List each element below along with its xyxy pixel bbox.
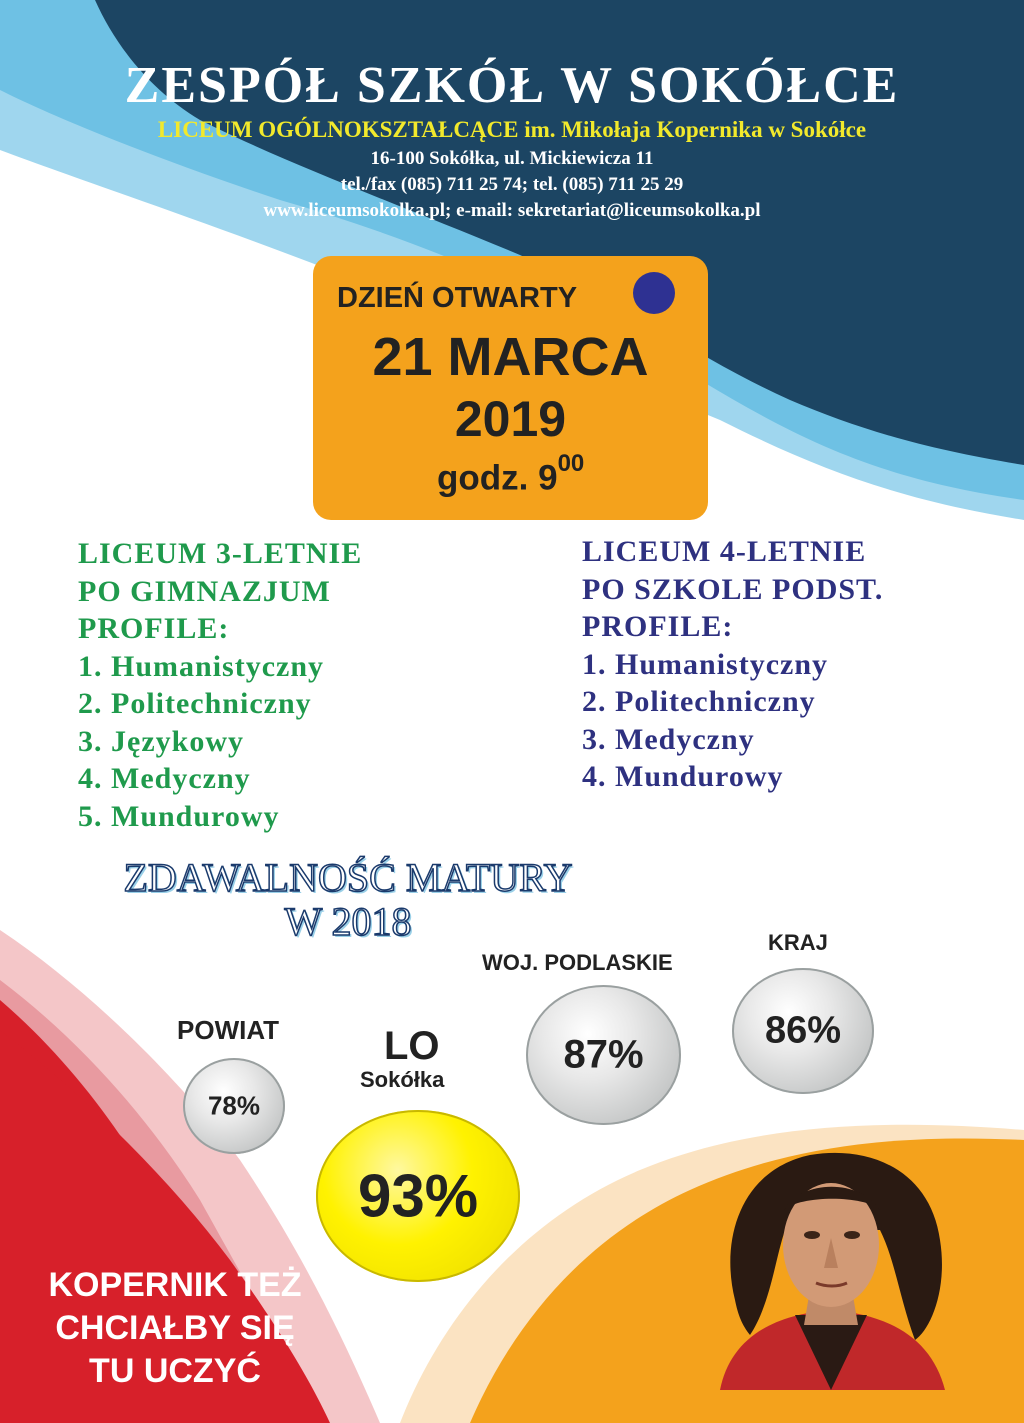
program-4yr-heading: PO SZKOLE PODST. (582, 572, 884, 606)
school-address: 16-100 Sokółka, ul. Mickiewicza 11 (370, 148, 654, 169)
open-day-time-minutes: 00 (557, 450, 585, 477)
matura-title (78, 856, 618, 944)
lo-value: 93% (357, 1162, 479, 1230)
open-day-time-hour: godz. 9 (437, 458, 558, 498)
slogan-line: CHCIAŁBY SIĘ (55, 1309, 295, 1347)
program-4yr-profile: 4. Mundurowy (582, 760, 784, 793)
open-day-label: DZIEŃ OTWARTY (337, 282, 578, 314)
slogan-line: TU UCZYĆ (89, 1352, 261, 1390)
program-3yr-profile: 4. Medyczny (78, 762, 251, 795)
open-day-time (437, 450, 585, 499)
open-day-year: 2019 (454, 391, 567, 447)
program-4yr-heading: LICEUM 4-LETNIE (582, 535, 867, 568)
powiat-value: 78% (207, 1090, 261, 1121)
kraj-value: 86% (764, 1009, 842, 1052)
program-3yr-profile: 5. Mundurowy (78, 799, 280, 833)
school-name: ZESPÓŁ SZKÓŁ W SOKÓŁCE (124, 57, 900, 114)
school-web: www.liceumsokolka.pl; e-mail: sekretariat@liceumsokolka.pl (263, 200, 761, 221)
woj-bubble (526, 985, 681, 1125)
program-4yr-profile: 2. Politechniczny (582, 685, 816, 718)
program-3yr-heading: PO GIMNAZJUM (78, 574, 331, 608)
program-3yr (78, 535, 362, 835)
woj-label: WOJ. PODLASKIE (482, 950, 673, 975)
slogan-line: KOPERNIK TEŻ (48, 1266, 302, 1304)
powiat-bubble (183, 1058, 285, 1154)
slogan (20, 1264, 330, 1393)
open-day-box (313, 256, 708, 520)
program-4yr-heading: PROFILE: (582, 610, 734, 643)
matura-title-line1: ZDAWALNOŚĆ MATURY (123, 855, 573, 900)
copernicus-portrait-image (700, 1140, 962, 1390)
program-4yr-profile: 3. Medyczny (582, 722, 755, 756)
kraj-label: KRAJ (768, 930, 828, 955)
program-3yr-heading: PROFILE: (78, 612, 230, 645)
school-phone: tel./fax (085) 711 25 74; tel. (085) 711 25 29 (340, 174, 684, 195)
woj-value: 87% (563, 1032, 644, 1077)
program-3yr-profile: 1. Humanistyczny (78, 649, 325, 683)
kraj-bubble (732, 968, 874, 1094)
program-3yr-heading: LICEUM 3-LETNIE (78, 537, 363, 570)
program-3yr-profile: 2. Politechniczny (78, 687, 312, 720)
dot-icon (633, 272, 675, 314)
lo-label: LO (384, 1024, 440, 1068)
open-day-date: 21 MARCA (372, 327, 649, 387)
lo-bubble (316, 1110, 520, 1282)
program-4yr (582, 533, 883, 796)
program-4yr-profile: 1. Humanistyczny (582, 647, 829, 681)
program-3yr-profile: 3. Językowy (78, 724, 244, 758)
lo-sublabel: Sokółka (360, 1067, 445, 1092)
powiat-label: POWIAT (177, 1015, 280, 1045)
matura-title-line2: W 2018 (284, 899, 412, 944)
school-subtitle: LICEUM OGÓLNOKSZTAŁCĄCE im. Mikołaja Kopernika w Sokółce (157, 117, 867, 142)
